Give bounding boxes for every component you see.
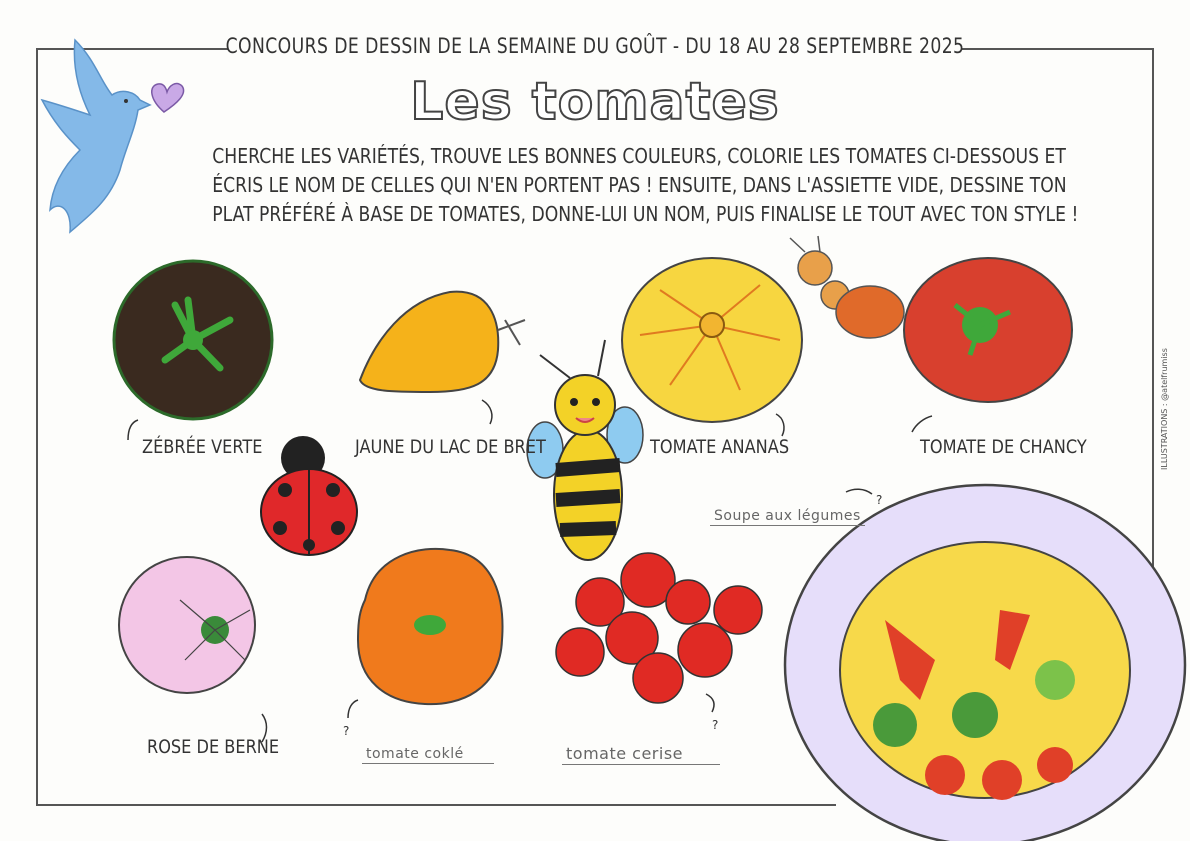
ladybug-drawing — [261, 436, 357, 555]
question-mark-cotele: ? — [343, 724, 350, 738]
handwritten-cerise-name: tomate cerise — [562, 744, 720, 765]
label-jaune-lac-de-bret: JAUNE DU LAC DE BRET — [355, 436, 546, 458]
illustration-credit: ILLUSTRATIONS : @atelfrumiss — [1160, 348, 1169, 470]
plate-drawing — [785, 485, 1185, 841]
intro-line-3: PLAT PRÉFÉRÉ À BASE DE TOMATES, DONNE-LUI UN NOM, PUIS FINALISE LE TOUT AVEC TON STYLE ! — [212, 202, 1079, 226]
intro-line-2: ÉCRIS LE NOM DE CELLES QUI N'EN PORTENT PAS ! ENSUITE, DANS L'ASSIETTE VIDE, DESSINE TON — [212, 173, 1067, 197]
tomato-ananas-drawing — [622, 258, 802, 422]
label-rose-de-berne: ROSE DE BERNE — [147, 736, 280, 758]
handwritten-cotele-name: tomate coklé — [362, 746, 494, 764]
contest-header: CONCOURS DE DESSIN DE LA SEMAINE DU GOÛT - DU 18 AU 28 SEPTEMBRE 2025 — [225, 34, 965, 58]
handwritten-plate-name: Soupe aux légumes — [710, 508, 865, 526]
label-tomate-de-chancy: TOMATE DE CHANCY — [920, 436, 1087, 458]
intro-line-1: CHERCHE LES VARIÉTÉS, TROUVE LES BONNES COULEURS, COLORIE LES TOMATES CI-DESSOUS ET — [212, 144, 1066, 168]
question-mark-cerise: ? — [712, 718, 719, 732]
tomato-jaune-drawing — [360, 292, 525, 392]
tomato-chancy-drawing — [904, 258, 1072, 402]
ant-drawing — [790, 236, 904, 338]
page-title: Les tomates — [410, 72, 780, 132]
question-mark-plate: ? — [876, 493, 883, 507]
label-zebree-verte: ZÉBRÉE VERTE — [142, 436, 263, 458]
tomato-cerise-drawing — [556, 553, 762, 703]
tomato-cotele-drawing — [358, 549, 502, 704]
bird-drawing — [42, 40, 150, 232]
intro-text — [212, 142, 1079, 229]
label-tomate-ananas: TOMATE ANANAS — [650, 436, 790, 458]
tomato-zebree-verte-drawing — [114, 261, 272, 419]
tomato-rose-drawing — [119, 557, 255, 693]
